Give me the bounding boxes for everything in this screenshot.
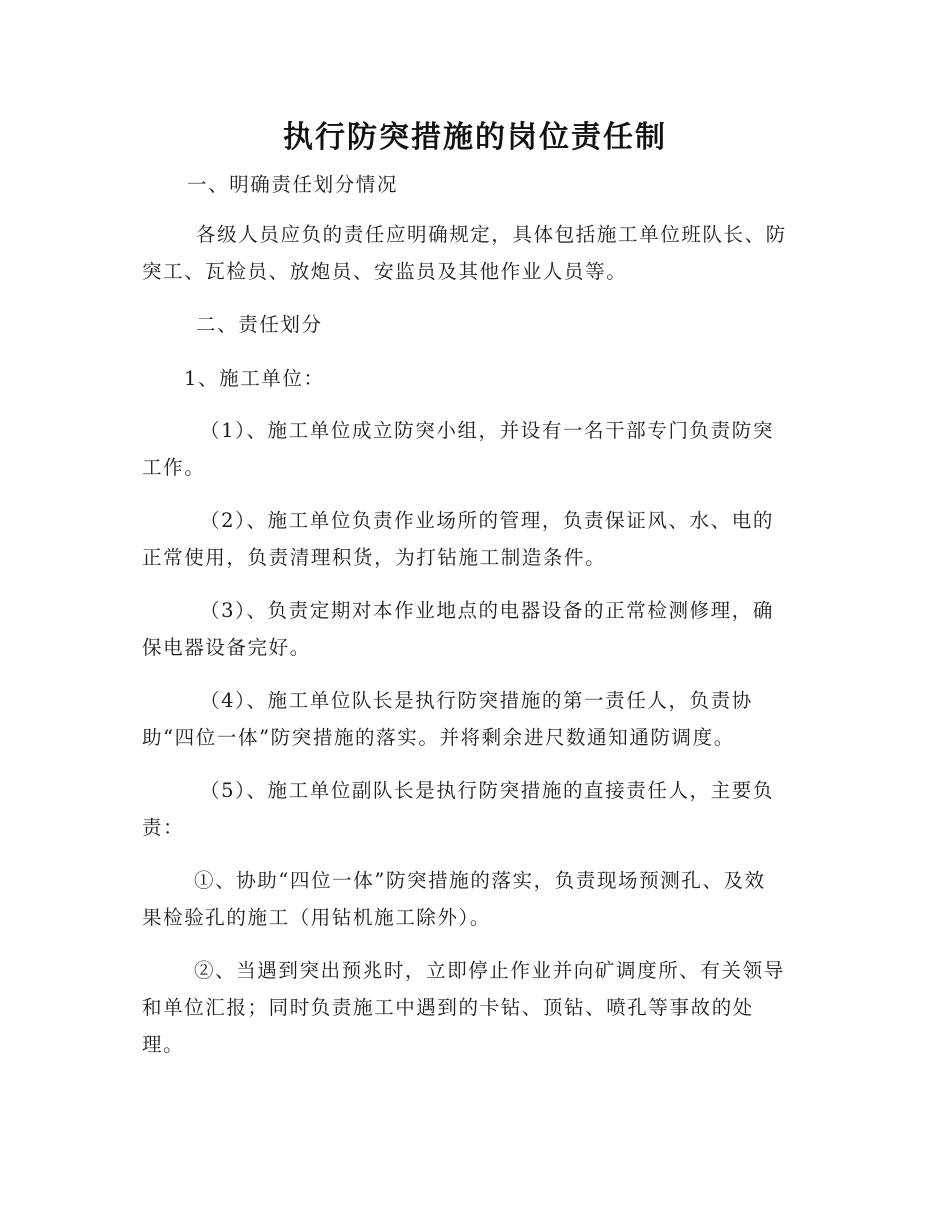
paragraph-subitem-1 xyxy=(142,862,808,936)
text-line: 助“四位一体”防突措施的落实。并将剩余进尺数通知通防调度。 xyxy=(142,726,735,749)
text-line: 保电器设备完好。 xyxy=(142,636,311,659)
text-line: （3）、负责定期对本作业地点的电器设备的正常检测修理，确 xyxy=(200,599,774,622)
text-line: 和单位汇报；同时负责施工中遇到的卡钻、顶钻、喷孔等事故的处 xyxy=(142,996,754,1019)
text-line: ②、当遇到突出预兆时，立即停止作业并向矿调度所、有关领导 xyxy=(194,959,785,982)
paragraph-item-3 xyxy=(142,592,808,666)
paragraph-item-1 xyxy=(142,412,808,486)
paragraph-item-5 xyxy=(142,772,808,846)
text-line: （1）、施工单位成立防突小组，并设有一名干部专门负责防突 xyxy=(200,419,774,442)
text-line: 责： xyxy=(142,816,185,839)
text-line: 果检验孔的施工（用钻机施工除外）。 xyxy=(142,906,491,929)
text-line: ①、协助“四位一体”防突措施的落实，负责现场预测孔、及效 xyxy=(194,869,766,892)
paragraph-subitem-2 xyxy=(142,952,808,1063)
section-heading-2 xyxy=(142,306,808,343)
document-title: 执行防突措施的岗位责任制 xyxy=(283,120,667,155)
text-line: 各级人员应负的责任应明确规定，具体包括施工单位班队长、防 xyxy=(196,223,787,246)
text-line: 二、责任划分 xyxy=(196,313,323,336)
paragraph-responsibility-scope xyxy=(142,216,808,290)
text-line: 理。 xyxy=(142,1033,185,1056)
subsection-heading-1 xyxy=(142,360,808,397)
text-line: （5）、施工单位副队长是执行防突措施的直接责任人，主要负 xyxy=(200,779,774,802)
text-line: （4）、施工单位队长是执行防突措施的第一责任人，负责协 xyxy=(200,689,753,712)
text-line: 突工、瓦检员、放炮员、安监员及其他作业人员等。 xyxy=(142,260,628,283)
section-heading-1 xyxy=(142,166,808,203)
paragraph-item-2 xyxy=(142,502,808,576)
text-line: 一、明确责任划分情况 xyxy=(187,173,399,196)
text-line: （2）、施工单位负责作业场所的管理，负责保证风、水、电的 xyxy=(200,509,774,532)
text-line: 1、施工单位： xyxy=(184,367,325,390)
text-line: 工作。 xyxy=(142,456,206,479)
text-line: 正常使用，负责清理积货，为打钻施工制造条件。 xyxy=(142,546,607,569)
paragraph-item-4 xyxy=(142,682,808,756)
